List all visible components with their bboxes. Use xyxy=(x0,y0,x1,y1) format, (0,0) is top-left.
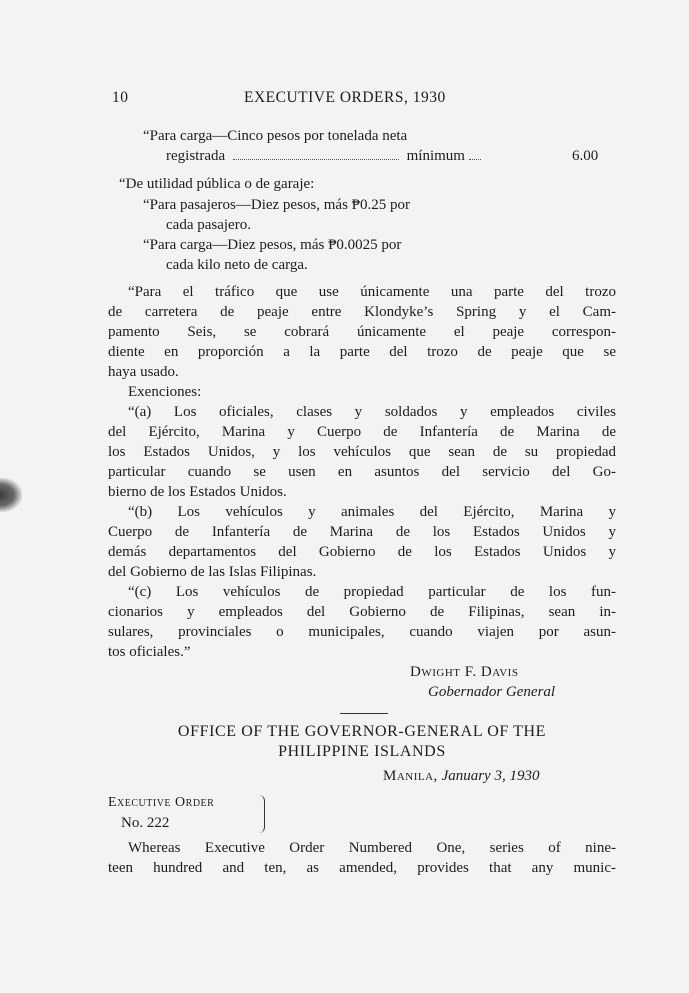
leader-dots xyxy=(233,159,399,160)
exencion-c-line: “(c) Los vehículos de propiedad particular de los fun- xyxy=(128,584,616,600)
fee-pasajeros-line2: cada pasajero. xyxy=(166,217,251,233)
page-number: 10 xyxy=(112,89,129,106)
exencion-b-line: Cuerpo de Infantería de Marina de los Estados Unidos y xyxy=(108,524,616,540)
place-date xyxy=(383,767,539,785)
paragraph-trafico-line: pamento Seis, se cobrará únicamente el peaje correspon- xyxy=(108,324,616,340)
whereas-line: Whereas Executive Order Numbered One, series of nine- xyxy=(128,840,616,856)
fee-carga2-line1: “Para carga—Diez pesos, más ₱0.0025 por xyxy=(143,237,402,253)
fee-carga-line2 xyxy=(166,147,481,165)
exencion-b-line: demás departamentos del Gobierno de los Estados Unidos y xyxy=(108,544,616,560)
leader-dots xyxy=(469,159,481,160)
office-heading-line2: PHILIPPINE ISLANDS xyxy=(278,743,446,760)
executive-order-label: Executive Order xyxy=(108,795,215,810)
exenciones-heading: Exenciones: xyxy=(128,384,202,400)
paragraph-trafico-line: haya usado. xyxy=(108,364,179,380)
date: January 3, 1930 xyxy=(441,768,540,784)
fee-carga-registrada: registrada xyxy=(166,148,226,164)
running-title: EXECUTIVE ORDERS, 1930 xyxy=(244,89,446,106)
exencion-a-line: “(a) Los oficiales, clases y soldados y empleados civiles xyxy=(128,404,616,420)
executive-order-number: No. 222 xyxy=(121,815,170,831)
exencion-b-line: del Gobierno de las Islas Filipinas. xyxy=(108,564,317,580)
place: Manila, xyxy=(383,768,438,784)
fee-utilidad-heading: “De utilidad pública o de garaje: xyxy=(119,176,315,192)
exencion-c-line: sulares, provinciales o municipales, cuando viajen por asun- xyxy=(108,624,616,640)
fee-carga-minimum: mínimum xyxy=(406,148,465,164)
whereas-line: teen hundred and ten, as amended, provides that any munic- xyxy=(108,860,616,876)
exencion-b-line: “(b) Los vehículos y animales del Ejército, Marina y xyxy=(128,504,616,520)
signature-title: Gobernador General xyxy=(428,684,556,700)
exencion-a-line: bierno de los Estados Unidos. xyxy=(108,484,287,500)
exencion-c-line: cionarios y empleados del Gobierno de Filipinas, sean in- xyxy=(108,604,616,620)
scan-smudge xyxy=(0,478,22,512)
signature-name: Dwight F. Davis xyxy=(410,664,519,680)
fee-pasajeros-line1: “Para pasajeros—Diez pesos, más ₱0.25 por xyxy=(143,197,411,213)
paragraph-trafico-line: diente en proporción a la parte del trozo de peaje que se xyxy=(108,344,616,360)
fee-carga-amount: 6.00 xyxy=(572,148,599,164)
office-heading-line1: OFFICE OF THE GOVERNOR-GENERAL OF THE xyxy=(177,723,547,740)
section-divider xyxy=(340,713,388,714)
exencion-a-line: del Ejército, Marina y Cuerpo de Infantería de Marina de xyxy=(108,424,616,440)
exencion-a-line: particular cuando se usen en asuntos del servicio del Go- xyxy=(108,464,616,480)
exencion-a-line: los Estados Unidos, y los vehículos que sean de su propiedad xyxy=(108,444,616,460)
fee-carga-line1: “Para carga—Cinco pesos por tonelada neta xyxy=(143,128,408,144)
fee-carga2-line2: cada kilo neto de carga. xyxy=(166,257,308,273)
exencion-c-line: tos oficiales.” xyxy=(108,644,191,660)
paragraph-trafico-line: “Para el tráfico que use únicamente una parte del trozo xyxy=(128,284,616,300)
brace xyxy=(258,795,265,833)
paragraph-trafico-line: de carretera de peaje entre Klondyke’s Spring y el Cam- xyxy=(108,304,616,320)
